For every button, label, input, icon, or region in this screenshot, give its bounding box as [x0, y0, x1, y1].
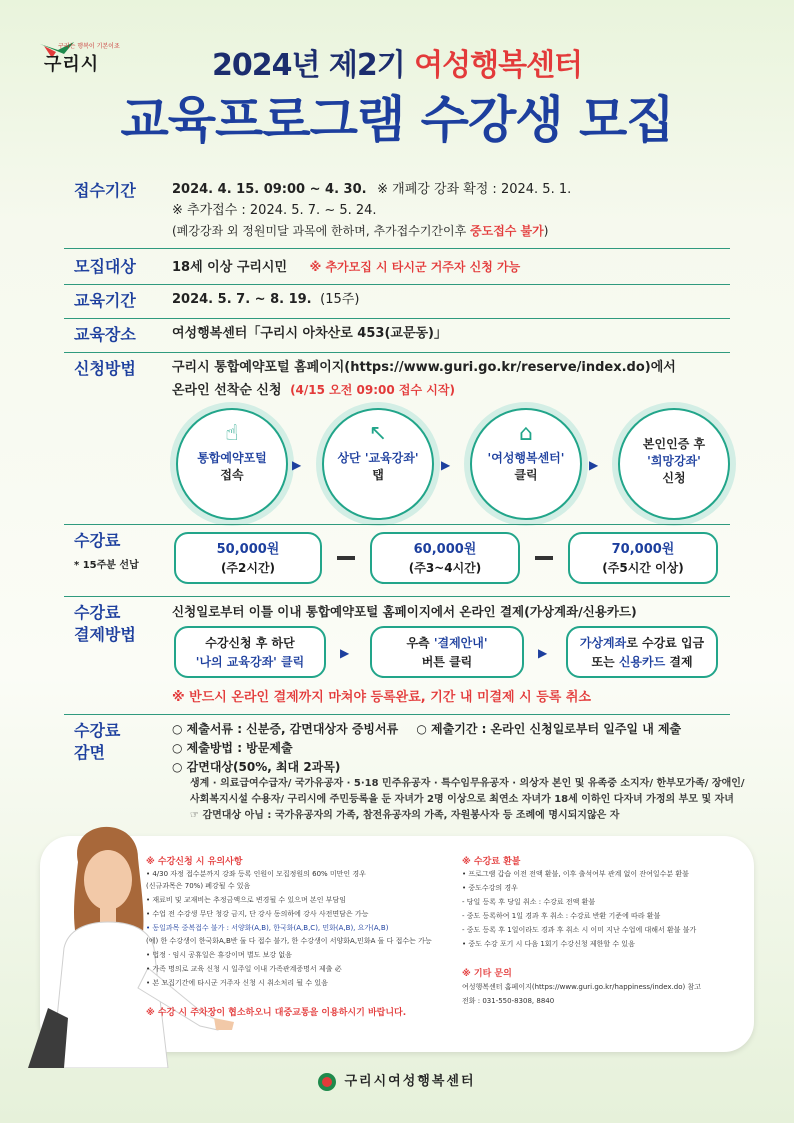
parking-warning: ※ 수강 시 주차장이 협소하오니 대중교통을 이용하시기 바랍니다.: [146, 1008, 407, 1018]
logo-slogan: 구리는 행복이 기본이죠: [58, 43, 120, 50]
target-note: ※ 추가모집 시 타시군 거주자 신청 가능: [309, 260, 521, 274]
notice-line: • 본 모집기간에 타시군 거주자 신청 시 취소처리 될 수 있음: [146, 979, 328, 987]
arrow-right-icon: ▶: [340, 646, 350, 660]
period-label: 교육기간: [74, 291, 136, 310]
notice-line: (신규과목은 70%) 폐강될 수 있음: [146, 882, 251, 890]
target-text: 18세 이상 구리시민: [172, 260, 288, 275]
step-center-title: '여성행복센터': [487, 451, 565, 465]
footer: [0, 1070, 794, 1100]
fee-label: 수강료: [74, 531, 121, 550]
fee-option-3: [568, 532, 718, 584]
payment-label-line2: 결제방법: [74, 625, 136, 644]
divider: [64, 318, 730, 319]
refund-title: ※ 수강료 환불: [462, 857, 521, 867]
refund-line: - 중도 등록하여 1일 경과 후 취소 : 수강료 반환 기준에 따라 환불: [462, 912, 661, 920]
notice-line: • 4/30 자정 접수분까지 강좌 등록 인원이 모집정원의 60% 미만인 경우: [146, 870, 366, 878]
payment-step-2-button: '결제안내': [433, 636, 488, 650]
fee-desc: (주5시간 이상): [602, 561, 684, 575]
reception-date-line: [172, 180, 571, 200]
arrow-right-icon: ▶: [292, 458, 302, 472]
contact-title: ※ 기타 문의: [462, 969, 512, 979]
notice-title: ※ 수강신청 시 유의사항: [146, 857, 243, 867]
divider: [64, 284, 730, 285]
step-course-apply: [618, 408, 730, 520]
mouse-icon: ⌂: [519, 421, 533, 446]
period-text: 2024. 5. 7. ~ 8. 19.: [172, 292, 312, 307]
period-line: [172, 290, 359, 310]
step-course-action: 신청: [662, 471, 686, 485]
payment-step-2-prefix: 우측: [406, 636, 434, 650]
divider: [64, 352, 730, 353]
notice-line: • 가족 명의로 교육 신청 시 일주일 이내 가족관계증명서 제출 必: [146, 965, 342, 973]
reception-date: 2024. 4. 15. 09:00 ~ 4. 30.: [172, 182, 367, 197]
fee-option-2: [370, 532, 520, 584]
header: [0, 0, 794, 160]
step-portal: [176, 408, 288, 520]
reduction-deadline: ○ 제출기간 : 온라인 신청일로부터 일주일 내 제출: [416, 722, 682, 736]
fee-desc: (주3~4시간): [408, 561, 482, 575]
reduction-detail-2: 사회복지시설 수용자/ 구리시에 주민등록을 둔 자녀가 2명 이상으로 최연소 자녀가 18세 이하인 다자녀 가정의 부모 및 자녀: [190, 794, 734, 805]
notice-line: • 법정 · 임시 공휴일은 휴강이며 별도 보강 없음: [146, 951, 292, 959]
refund-line: • 중도 수강 포기 시 다음 1회기 수강신청 제한할 수 있음: [462, 940, 635, 948]
target-label: 모집대상: [74, 257, 136, 276]
contact-line: 전화 : 031-550-8308, 8840: [462, 997, 555, 1005]
reception-condition-text: (폐강강좌 외 정원미달 과목에 한하며, 추가접수기간이후: [172, 224, 471, 238]
reduction-docs: ○ 제출서류 : 신분증, 감면대상자 증빙서류: [172, 722, 399, 736]
payment-text: 신청일로부터 이틀 이내 통합예약포털 홈페이지에서 온라인 결제(가상계좌/신용카드): [172, 604, 637, 619]
payment-virtual-account: 가상계좌: [579, 636, 627, 650]
refund-line: • 중도수강의 경우: [462, 884, 518, 892]
payment-step-3-line1: [568, 634, 716, 653]
payment-label-line1: 수강료: [74, 603, 121, 622]
apply-url-line: 구리시 통합예약포털 홈페이지(https://www.guri.go.kr/reserve/index.do)에서: [172, 360, 676, 375]
step-education-action: 탭: [372, 468, 384, 482]
payment-step-1-line2: '나의 교육강좌' 클릭: [195, 655, 305, 669]
step-auth: 본인인증 후: [642, 437, 706, 451]
arrow-right-icon: ▶: [441, 458, 451, 472]
payment-credit-card: 신용카드: [618, 655, 666, 669]
reduction-detail-1: 생계 · 의료급여수급자/ 국가유공자 · 5·18 민주유공자 · 특수임무유공자 · 의상자 본인 및 유족중 소지자/ 한부모가족/ 장애인/: [190, 778, 745, 789]
step-center-action: 클릭: [514, 468, 538, 482]
divider: [64, 524, 730, 525]
reduction-method: ○ 제출방법 : 방문제출: [172, 741, 293, 755]
arrow-right-icon: ▶: [538, 646, 548, 660]
reduction-detail-3: ☞ 감면대상 아님 : 국가유공자의 가족, 참전유공자의 가족, 자원봉사자 등 조례에 명시되지않은 자: [190, 810, 620, 821]
apply-online-line: [172, 380, 455, 401]
notice-line: • 동일과목 중복접수 불가 : 서양화(A,B), 한국화(A,B,C), 민화(A,B), 요가(A,B): [146, 924, 389, 932]
fee-amount: 60,000원: [413, 542, 477, 557]
divider: [64, 714, 730, 715]
divider: [64, 248, 730, 249]
reduction-label-line1: 수강료: [74, 721, 121, 740]
reception-confirm-note: ※ 개폐강 강좌 확정 : 2024. 5. 1.: [377, 182, 572, 197]
divider: [64, 596, 730, 597]
refund-line: • 프로그램 갑습 이전 전액 환불, 이후 출석여부 관계 없이 잔여일수분 환불: [462, 870, 689, 878]
title-term: 제2기: [328, 48, 415, 83]
notice-line: (예) 한 수강생이 한국화A,B반 둘 다 접수 불가, 한 수강생이 서양화A,민화A 둘 다 접수는 가능: [146, 937, 432, 945]
reception-condition: [172, 221, 548, 241]
reduction-docs-line: [172, 720, 681, 739]
place-text: 여성행복센터「구리시 아차산로 453(교문동)」: [172, 326, 447, 341]
payment-step-3-line2: [568, 653, 716, 672]
payment-step-1: [174, 626, 326, 678]
page-title: 교육프로그램 수강생 모집: [120, 91, 674, 149]
reception-condition-end: ): [543, 224, 549, 238]
contact-line: 여성행복센터 홈페이지(https://www.guri.go.kr/happiness/index.do) 참고: [462, 983, 702, 991]
target-line: [172, 257, 520, 278]
fee-amount: 50,000원: [216, 542, 280, 557]
notice-line: • 재료비 및 교재비는 추정금액으로 변경될 수 있으며 본인 부담임: [146, 896, 346, 904]
title-line-1: [0, 40, 794, 84]
refund-line: - 당일 등록 후 당일 취소 : 수강료 전액 환불: [462, 898, 596, 906]
payment-step-3: [566, 626, 718, 678]
reduction-target: ○ 감면대상(50%, 최대 2과목): [172, 760, 341, 774]
fee-desc: (주2시간): [220, 561, 276, 575]
reduction-label: [74, 720, 120, 764]
payment-step-2-line2: 버튼 클릭: [421, 655, 473, 669]
notice-line: • 수업 전 수강생 무단 청강 금지, 단 강사 동의하에 강사 사전면담은 가능: [146, 910, 369, 918]
reception-no-midterm: 중도접수 불가: [470, 224, 544, 238]
tap-icon: ☝: [225, 421, 239, 446]
title-center: 여성행복센터: [414, 48, 583, 83]
apply-start-note: (4/15 오전 09:00 접수 시작): [290, 383, 455, 397]
apply-online-text: 온라인 선착순 신청: [172, 383, 282, 398]
payment-step-2: [370, 626, 524, 678]
place-label: 교육장소: [74, 325, 136, 344]
fee-option-1: [174, 532, 322, 584]
cursor-icon: ↖: [368, 421, 388, 446]
reception-additional: ※ 추가접수 : 2024. 5. 7. ~ 5. 24.: [172, 203, 377, 218]
arrow-right-icon: ▶: [589, 458, 599, 472]
step-portal-action: 접속: [220, 468, 244, 482]
step-education-tab: [322, 408, 434, 520]
dash-separator: [337, 556, 355, 560]
step-course-title: '희망강좌': [647, 454, 701, 468]
payment-step-2-line1: [372, 634, 522, 653]
period-weeks: (15주): [320, 292, 360, 307]
payment-or: 또는: [591, 655, 619, 669]
payment-step-1-line1: 수강신청 후 하단: [205, 636, 295, 650]
apply-label: 신청방법: [74, 359, 136, 378]
refund-line: - 중도 등록 후 1일이라도 경과 후 취소 시 이미 지난 수업에 대해서 환불 불가: [462, 926, 697, 934]
payment-step-3-text: 로 수강료 입금: [626, 636, 705, 650]
dash-separator: [535, 556, 553, 560]
step-center-click: [470, 408, 582, 520]
guri-emblem-icon: [318, 1073, 336, 1091]
payment-label: [74, 602, 136, 646]
footer-org: 구리시여성행복센터: [344, 1074, 476, 1089]
payment-pay: 결제: [665, 655, 693, 669]
step-portal-title: 통합예약포털: [197, 451, 267, 465]
logo-text: 구리시: [44, 54, 100, 75]
fee-prepay-note: * 15주분 선납: [74, 560, 139, 571]
payment-warning: ※ 반드시 온라인 결제까지 마쳐야 등록완료, 기간 내 미결제 시 등록 취소: [172, 690, 591, 705]
reduction-label-line2: 감면: [74, 743, 105, 762]
fee-amount: 70,000원: [611, 542, 675, 557]
reception-label: 접수기간: [74, 181, 136, 200]
step-education-title: 상단 '교육강좌': [337, 451, 419, 465]
title-year: 2024년: [211, 48, 329, 83]
